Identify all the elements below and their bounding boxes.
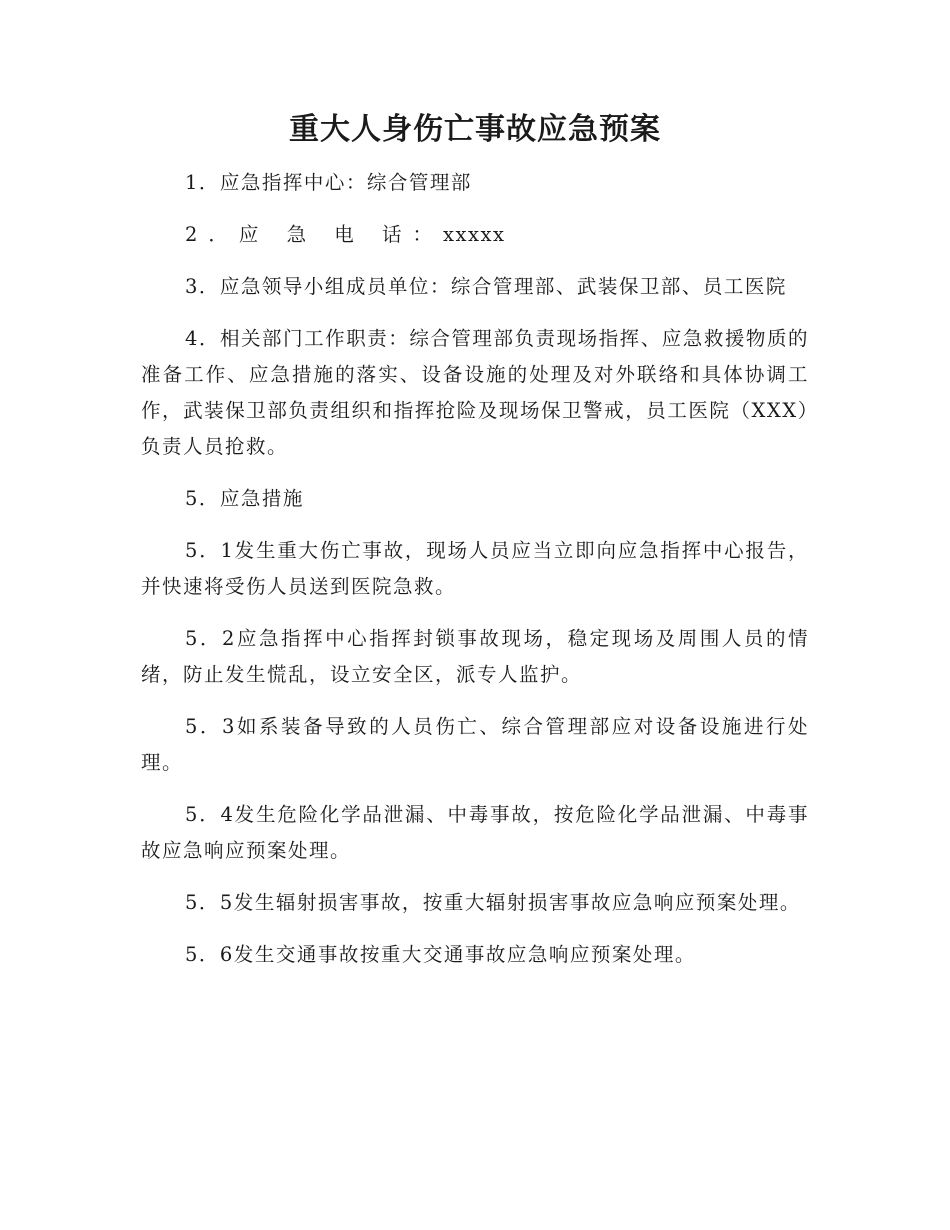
paragraph-measure-5-3: 5．3如系装备导致的人员伤亡、综合管理部应对设备设施进行处理。 xyxy=(141,715,809,774)
emergency-phone-label: 2．应 急 电 话： xyxy=(185,223,444,246)
paragraph-department-duties: 4．相关部门工作职责：综合管理部负责现场指挥、应急救援物质的准备工作、应急措施的落实、设备设施的处理及对外联络和具体协调工作，武装保卫部负责组织和指挥抢险及现场保卫警戒，员工医院（XXX）负责人员抢救。 xyxy=(141,327,809,458)
paragraph-leadership-units: 3．应急领导小组成员单位：综合管理部、武装保卫部、员工医院 xyxy=(185,275,787,298)
paragraph-measure-5-4: 5．4发生危险化学品泄漏、中毒事故，按危险化学品泄漏、中毒事故应急响应预案处理。 xyxy=(141,803,809,862)
paragraph-measure-5-1: 5．1发生重大伤亡事故，现场人员应当立即向应急指挥中心报告，并快速将受伤人员送到医院急救。 xyxy=(141,539,809,598)
document-title: 重大人身伤亡事故应急预案 xyxy=(289,112,661,147)
paragraph-emergency-phone xyxy=(141,217,809,253)
paragraph-emergency-measures-heading: 5．应急措施 xyxy=(185,487,304,510)
paragraph-measure-5-5: 5．5发生辐射损害事故，按重大辐射损害事故应急响应预案处理。 xyxy=(185,891,801,914)
paragraph-measure-5-2: 5．2应急指挥中心指挥封锁事故现场，稳定现场及周围人员的情绪，防止发生慌乱，设立安全区，派专人监护。 xyxy=(141,627,809,686)
emergency-phone-value: xxxxx xyxy=(443,223,506,246)
document-body xyxy=(141,165,809,989)
paragraph-measure-5-6: 5．6发生交通事故按重大交通事故应急响应预案处理。 xyxy=(185,943,696,966)
paragraph-command-center: 1．应急指挥中心：综合管理部 xyxy=(185,171,472,194)
